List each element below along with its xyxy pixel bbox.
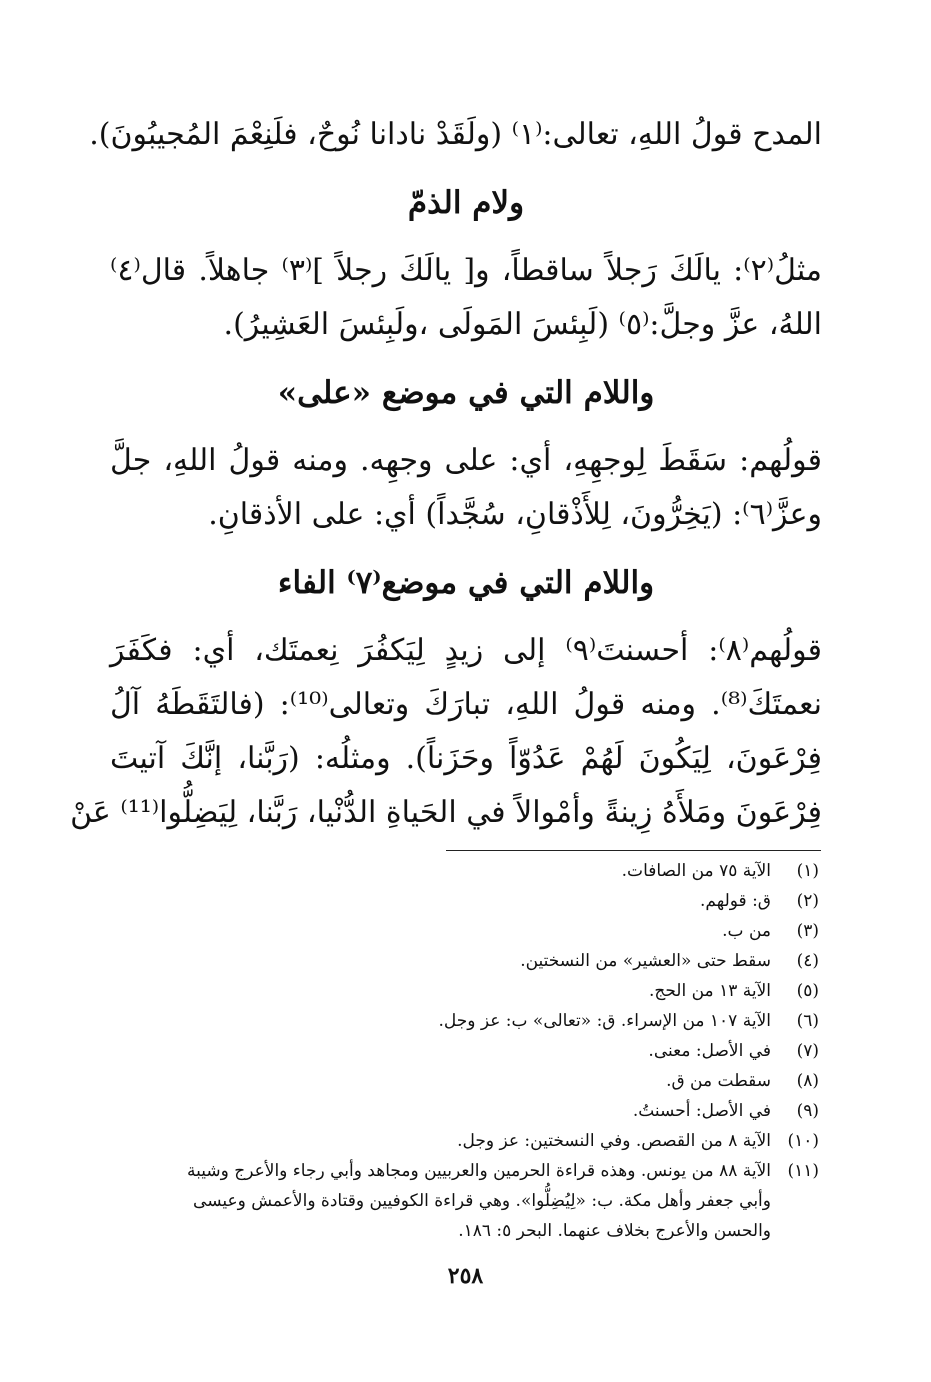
footnote-text: ق: قولهم. xyxy=(700,891,771,911)
footnote-text: سقط حتى «العشير» من النسختين. xyxy=(520,951,771,971)
footnote-number: (٥) xyxy=(796,981,819,1001)
section-heading-ala: واللام التي في موضع «على» xyxy=(277,375,655,411)
footnote-11 xyxy=(107,1156,819,1186)
text-line-6: قولُهم⁽٨⁾: أحسنتَ⁽٩⁾ إلى زيدٍ لِيَكفُرَ نِعمتَك، أي: فكَفَرَ xyxy=(110,633,822,668)
section-heading-fa: واللام التي في موضع⁽٧⁾ الفاء xyxy=(277,565,655,601)
text-line-1: المدح قولُ اللهِ، تعالى:⁽١⁾ (ولَقَدْ نادانا نُوحٌ، فلَنِعْمَ المُجيبُونَ). xyxy=(89,117,822,152)
footnote-number: (١١) xyxy=(787,1161,819,1181)
footnote-7 xyxy=(107,1036,819,1066)
footnote-number: (٣) xyxy=(796,921,819,941)
footnote-text: الآية ٧٥ من الصافات. xyxy=(621,861,771,881)
footnote-6 xyxy=(107,1006,819,1036)
footnotes xyxy=(107,856,819,1246)
footnote-text: الآية ٨٨ من يونس. وهذه قراءة الحرمين والعربيين ومجاهد وأبي رجاء والأعرج وشيبة xyxy=(187,1161,771,1181)
footnote-number: (٦) xyxy=(796,1011,819,1031)
footnote-text: في الأصل: أحسنتُ. xyxy=(632,1101,771,1121)
text-line-8: فِرْعَونَ، لِيَكُونَ لَهُمْ عَدُوّاً وحَزَناً). ومثلُه: (رَبَّنا، إنَّكَ آتيتَ xyxy=(110,741,822,776)
page-number: ٢٥٨ xyxy=(447,1263,484,1289)
footnote-text: سقطت من ق. xyxy=(666,1071,771,1091)
footnote-text: في الأصل: معنى. xyxy=(648,1041,771,1061)
footnote-text: الآية ١٣ من الحج. xyxy=(648,981,771,1001)
footnote-3 xyxy=(107,916,819,946)
text-line-7: نعمتَكَ⁽⁸⁾. ومنه قولُ اللهِ، تبارَكَ وتعالى⁽¹⁰⁾: (فالتَقَطَهُ آلُ xyxy=(110,687,822,722)
footnote-number: (٩) xyxy=(796,1101,819,1121)
section-heading-dhamm: ولام الذمّ xyxy=(407,185,525,221)
main-text xyxy=(70,108,822,840)
footnote-2 xyxy=(107,886,819,916)
text-line-3: اللهُ، عزَّ وجلَّ:⁽٥⁾ (لَبِئسَ المَولَى ،ولَبِئسَ العَشِيرُ). xyxy=(223,307,822,342)
footnote-text: الآية ٨ من القصص. وفي النسختين: عز وجل. xyxy=(457,1131,771,1151)
footnote-text: وأبي جعفر وأهل مكة. ب: «لِيُضِلُّوا». وهي قراءة الكوفيين وقتادة والأعمش وعيسى xyxy=(193,1191,771,1211)
footnote-9 xyxy=(107,1096,819,1126)
footnote-4 xyxy=(107,946,819,976)
footnote-text: من ب. xyxy=(722,921,771,941)
footnote-number: (١) xyxy=(796,861,819,881)
footnote-divider xyxy=(446,850,821,851)
footnote-number: (٨) xyxy=(796,1071,819,1091)
text-line-9: فِرْعَونَ ومَلأَهُ زِينةً وأمْوالاً في الحَياةِ الدُّنْيا، رَبَّنا، لِيَضِلُّوا⁽¹¹⁾ عَنْ xyxy=(70,795,822,830)
footnote-8 xyxy=(107,1066,819,1096)
text-line-5: وعزَّ⁽٦⁾: (يَخِرُّونَ، لِلأَذْقانِ، سُجَّداً) أي: على الأذقانِ. xyxy=(208,497,822,532)
footnote-11-continued xyxy=(107,1186,819,1216)
footnote-text: والحسن والأعرج بخلاف عنهما. البحر ٥: ١٨٦. xyxy=(458,1221,771,1241)
footnote-11-continued-2 xyxy=(107,1216,819,1246)
footnote-text: الآية ١٠٧ من الإسراء. ق: «تعالى» ب: عز وجل. xyxy=(438,1011,771,1031)
text-line-2: مثلُ⁽٢⁾: يالَكَ رَجلاً ساقطاً، و[ يالَكَ رجلاً ]⁽٣⁾ جاهلاً. قال⁽٤⁾ xyxy=(110,253,822,288)
footnote-number: (٧) xyxy=(796,1041,819,1061)
footnote-5 xyxy=(107,976,819,1006)
footnote-1 xyxy=(107,856,819,886)
footnote-number: (٤) xyxy=(796,951,819,971)
footnote-number: (٢) xyxy=(796,891,819,911)
footnote-number: (١٠) xyxy=(787,1131,819,1151)
text-line-4: قولُهم: سَقَطَ لِوجهِهِ، أي: على وجهِه. ومنه قولُ اللهِ، جلَّ xyxy=(110,443,822,478)
footnote-10 xyxy=(107,1126,819,1156)
